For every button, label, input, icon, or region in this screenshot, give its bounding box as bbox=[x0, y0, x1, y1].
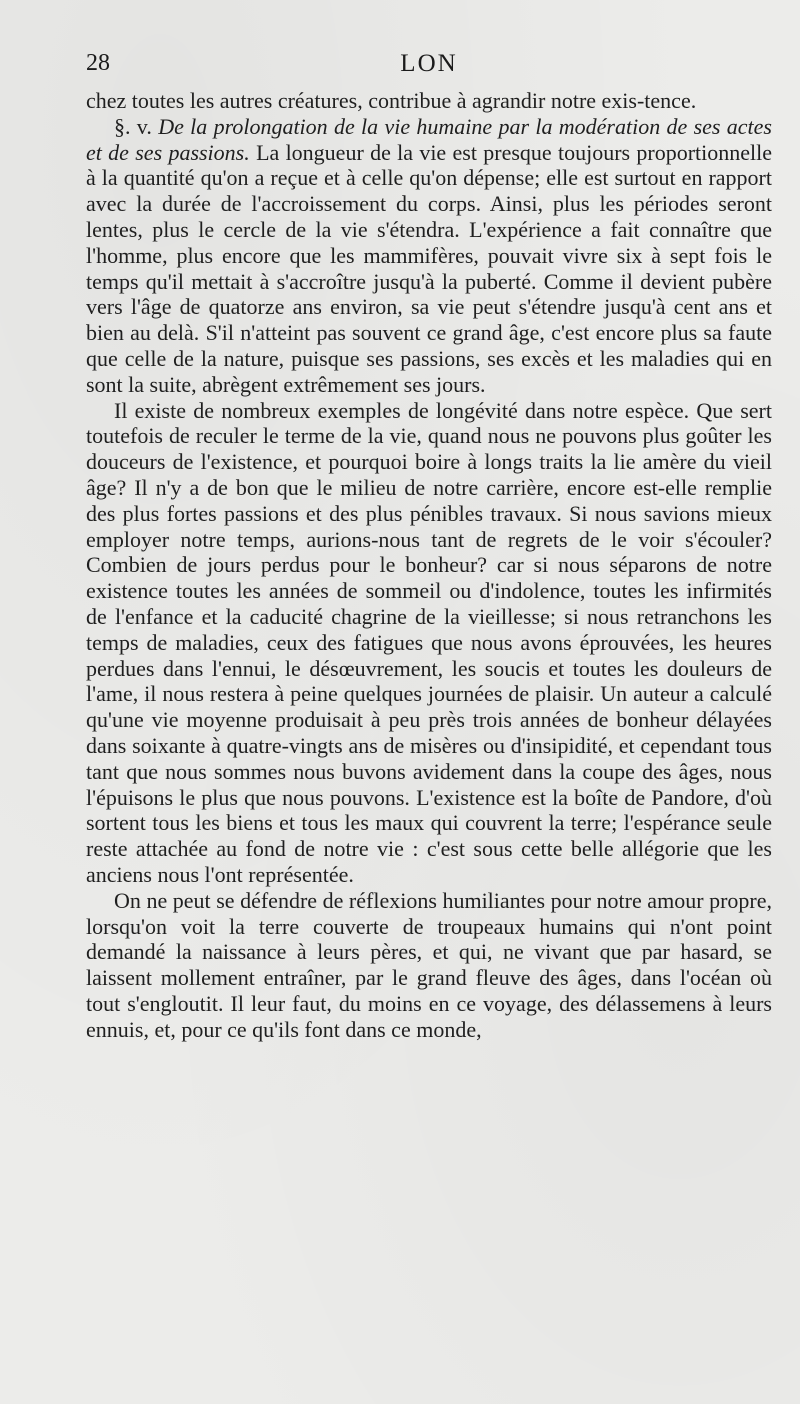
section-text: La longueur de la vie est presque toujours proportionnelle à la quantité qu'on a reçue et à celle qu'on dépense; elle est surtout en rapport avec la durée de l'accroissement du corps. Ainsi, plus les périodes seront lentes, plus le cercle de la vie s'étendra. L'expérience a fait connaître que l'homme, plus encore que les mammifères, pouvait vivre six à sept fois le temps qu'il mettait à s'accroître jusqu'à la puberté. Comme il devient pubère vers l'âge de quatorze ans environ, sa vie peut s'étendre jusqu'à cent ans et bien au delà. S'il n'atteint pas souvent ce grand âge, c'est encore plus sa faute que celle de la nature, puisque ses passions, ses excès et les maladies qui en sont la suite, abrègent extrêmement ses jours. bbox=[86, 139, 773, 397]
section-title: De la prolongation de la vie humaine par la modération de ses actes et de ses passions. bbox=[86, 113, 772, 165]
section-paragraph bbox=[86, 114, 772, 398]
paragraph-continuation: chez toutes les autres créatures, contribue à agrandir notre exis-tence. bbox=[86, 88, 697, 113]
paragraph-reflections: On ne peut se défendre de réflexions humiliantes pour notre amour propre, lorsqu'on voit la terre couverte de troupeaux humains qui n'ont point demandé la naissance à leurs pères, et qui, ne vivant que par hasard, se laissent mollement entraîner, par le grand fleuve des âges, dans l'océan où tout s'engloutit. Il leur faut, du moins en ce voyage, des délassemens à leurs ennuis, et, pour ce qu'ils font dans ce monde, bbox=[86, 887, 772, 1042]
section-number: §. v. bbox=[114, 113, 152, 139]
running-head: LON bbox=[400, 50, 458, 77]
page-header bbox=[86, 50, 772, 84]
body-text bbox=[86, 88, 772, 1042]
paragraph-longevity: Il existe de nombreux exemples de longévité dans notre espèce. Que sert toutefois de reculer le terme de la vie, quand nous ne pouvons plus goûter les douceurs de l'existence, et pourquoi boire à longs traits la lie amère du vieil âge? Il n'y a de bon que le milieu de notre carrière, encore est-elle remplie des plus fortes passions et des plus pénibles travaux. Si nous savions mieux employer notre temps, aurions-nous tant de regrets de le voir s'écouler? Combien de jours perdus pour le bonheur? car si nous séparons de notre existence toutes les années de sommeil ou d'indolence, toutes les infirmités de l'enfance et la caducité chagrine de la vieillesse; si nous retranchons les temps de maladies, ceux des fatigues que nous avons éprouvées, les heures perdues dans l'ennui, le désœuvrement, les soucis et toutes les douleurs de l'ame, il nous restera à peine quelques journées de plaisir. Un auteur a calculé qu'une vie moyenne produisait à peu près trois années de bonheur délayées dans soixante à quatre-vingts ans de misères ou d'insipidité, et cependant tous tant que nous sommes nous buvons avidement dans la coupe des âges, nous l'épuisons le plus que nous pouvons. L'existence est la boîte de Pandore, d'où sortent tous les biens et tous les maux qui couvrent la terre; l'espérance seule reste attachée au fond de notre vie : c'est sous cette belle allégorie que les anciens nous l'ont représentée. bbox=[86, 397, 772, 887]
page-number: 28 bbox=[86, 50, 110, 76]
